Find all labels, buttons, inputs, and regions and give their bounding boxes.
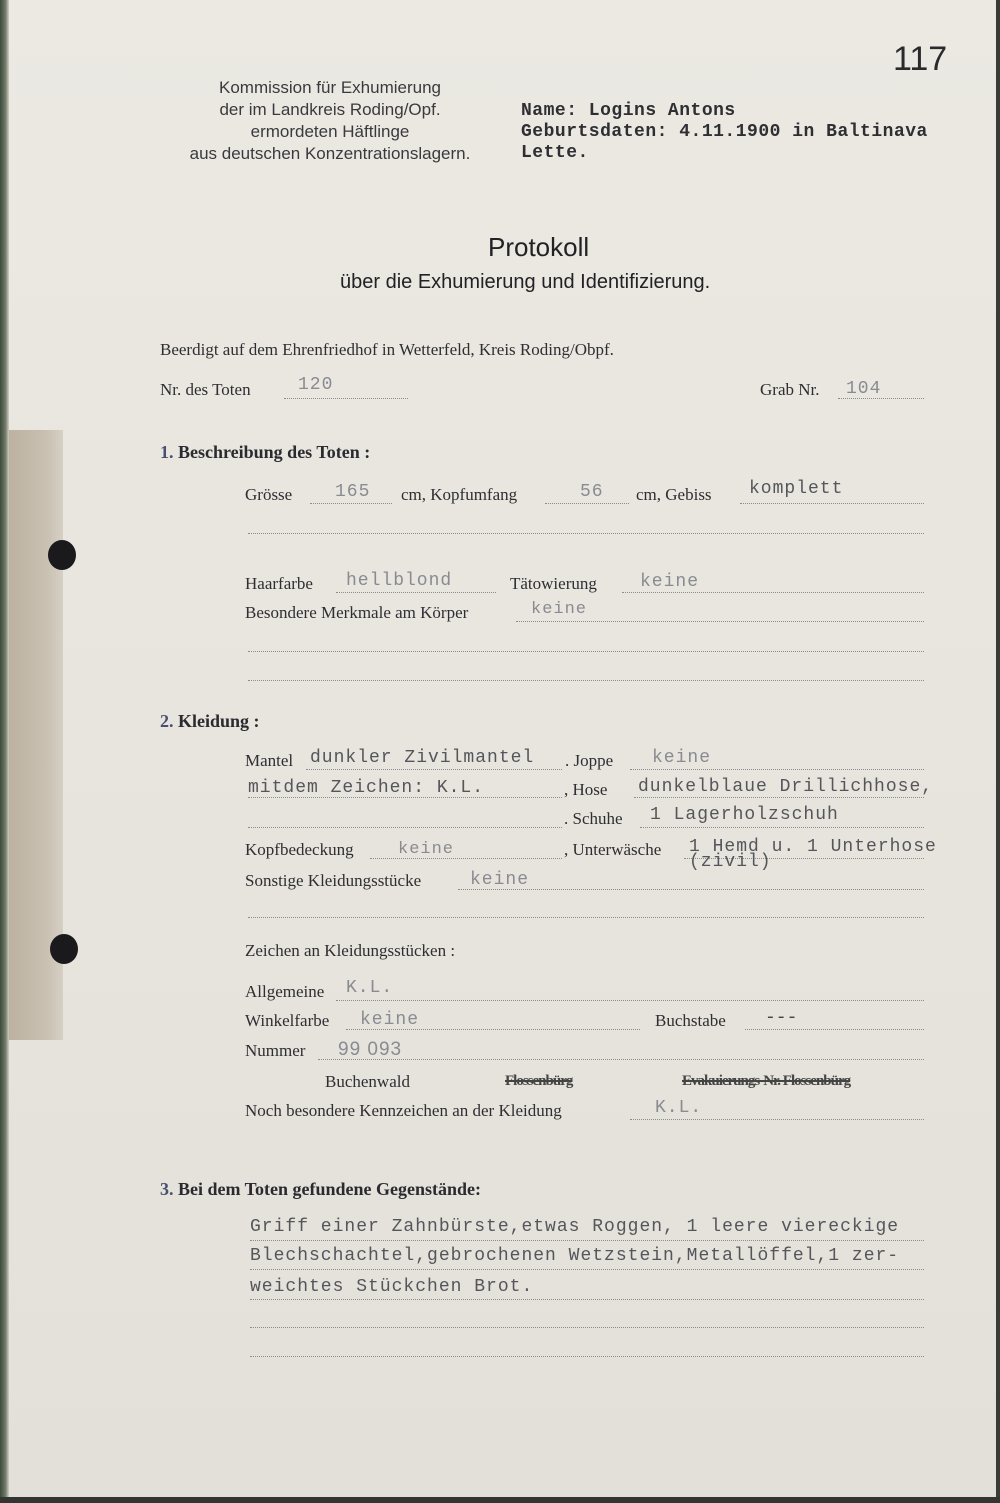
haarfarbe-value: hellblond [346, 571, 453, 591]
unterwaesche-label: , Unterwäsche [564, 840, 662, 859]
joppe-value: keine [652, 748, 712, 768]
noch-value: K.L. [655, 1098, 703, 1118]
taetowierung-value: keine [640, 572, 700, 592]
schuhe-label-text: Schuhe [572, 809, 623, 828]
typed-header [521, 101, 928, 164]
mantel-value: dunkler Zivilmantel [310, 748, 535, 768]
scan-left-edge [0, 0, 9, 1503]
section-1-number: 1. [160, 442, 174, 462]
gebiss-value: komplett [749, 479, 844, 499]
unterwaesche-value-line2: (zivil) [689, 852, 772, 872]
section-1-title: Beschreibung des Toten : [178, 442, 371, 462]
buchstabe-label: Buchstabe [655, 1011, 726, 1030]
section-2-heading [160, 711, 260, 732]
joppe-label-text: Joppe [573, 751, 614, 770]
page-number: 117 [893, 40, 948, 78]
document-title: Protokoll [488, 232, 590, 262]
section-3-title: Bei dem Toten gefundene Gegenstände: [178, 1179, 482, 1199]
buchstabe-value: --- [765, 1008, 798, 1028]
kopfumfang-value: 56 [580, 482, 604, 502]
sonstige-label: Sonstige Kleidungsstücke [245, 871, 422, 890]
hose-value: dunkelblaue Drillichhose, [638, 777, 934, 797]
dead-number-label: Nr. des Toten [160, 380, 251, 399]
section-3-number: 3. [160, 1179, 174, 1199]
camp-flossenbuerg-text: Flossenbürg [505, 1073, 573, 1089]
org-line: der im Landkreis Roding/Opf. [219, 100, 441, 119]
mantel-label: Mantel [245, 751, 294, 770]
unterwaesche-value: 1 Hemd u. 1 Unterhose [689, 837, 937, 857]
found-items-line: Blechschachtel,gebrochenen Wetzstein,Metallöffel,1 zer- [250, 1246, 900, 1266]
kopfbedeckung-value: keine [398, 840, 455, 859]
allgemeine-value: K.L. [346, 978, 394, 998]
punch-hole [50, 934, 78, 964]
camp-buchenwald: Buchenwald [325, 1072, 410, 1091]
joppe-label: . Joppe [565, 751, 614, 770]
grave-number-value: 104 [846, 379, 882, 399]
evakuierung-struck [682, 1073, 850, 1090]
hose-label-text: Hose [572, 780, 608, 799]
hose-label: , Hose [564, 780, 608, 799]
org-header [170, 77, 490, 165]
section-3-heading [160, 1179, 481, 1200]
schuhe-value: 1 Lagerholzschuh [650, 805, 839, 825]
schuhe-label: . Schuhe [564, 809, 623, 828]
typed-birth: Geburtsdaten: 4.11.1900 in Baltinava [521, 122, 928, 142]
winkelfarbe-label: Winkelfarbe [245, 1011, 330, 1030]
zeichen-label: Zeichen an Kleidungsstücken : [245, 941, 456, 960]
taetowierung-label: Tätowierung [510, 574, 597, 593]
kopfumfang-label: cm, Kopfumfang [401, 485, 518, 504]
nummer-label: Nummer [245, 1041, 306, 1060]
burial-line: Beerdigt auf dem Ehrenfriedhof in Wetterfeld, Kreis Roding/Obpf. [160, 340, 614, 359]
org-line: Kommission für Exhumierung [218, 78, 442, 97]
scan-bottom-edge [0, 1497, 1000, 1503]
dead-number-value: 120 [298, 375, 334, 395]
typed-nationality: Lette. [521, 143, 589, 163]
nummer-value: 99 093 [338, 1039, 403, 1060]
camp-flossenbuerg-struck [505, 1073, 572, 1090]
document-subtitle: über die Exhumierung und Identifizierung. [340, 271, 711, 293]
gebiss-label: cm, Gebiss [636, 485, 712, 504]
section-2-number: 2. [160, 711, 174, 731]
section-2-title: Kleidung : [178, 711, 260, 731]
kopfbedeckung-label: Kopfbedeckung [245, 840, 354, 859]
section-1-heading [160, 442, 370, 463]
punch-hole [48, 540, 76, 570]
scan-right-edge [996, 0, 1000, 1503]
evakuierung-text: Evakuierungs-Nr. Flossenbürg [682, 1073, 851, 1089]
noch-label: Noch besondere Kennzeichen an der Kleidung [245, 1101, 562, 1120]
groesse-label: Grösse [245, 485, 293, 504]
haarfarbe-label: Haarfarbe [245, 574, 313, 593]
winkelfarbe-value: keine [360, 1010, 420, 1030]
allgemeine-label: Allgemeine [245, 982, 325, 1001]
sonstige-value: keine [470, 870, 530, 890]
grave-number-label: Grab Nr. [760, 380, 820, 399]
found-items-line: Griff einer Zahnbürste,etwas Roggen, 1 leere viereckige [250, 1217, 900, 1237]
found-items-line: weichtes Stückchen Brot. [250, 1277, 534, 1297]
merkmale-value: keine [531, 600, 588, 619]
merkmale-label: Besondere Merkmale am Körper [245, 603, 469, 622]
typed-name: Name: Logins Antons [521, 101, 736, 121]
mantel-value-line2: mitdem Zeichen: K.L. [248, 778, 485, 798]
org-line: aus deutschen Konzentrationslagern. [189, 144, 471, 163]
groesse-value: 165 [335, 482, 371, 502]
org-line: ermordeten Häftlinge [250, 122, 410, 141]
unterwaesche-label-text: Unterwäsche [572, 840, 662, 859]
